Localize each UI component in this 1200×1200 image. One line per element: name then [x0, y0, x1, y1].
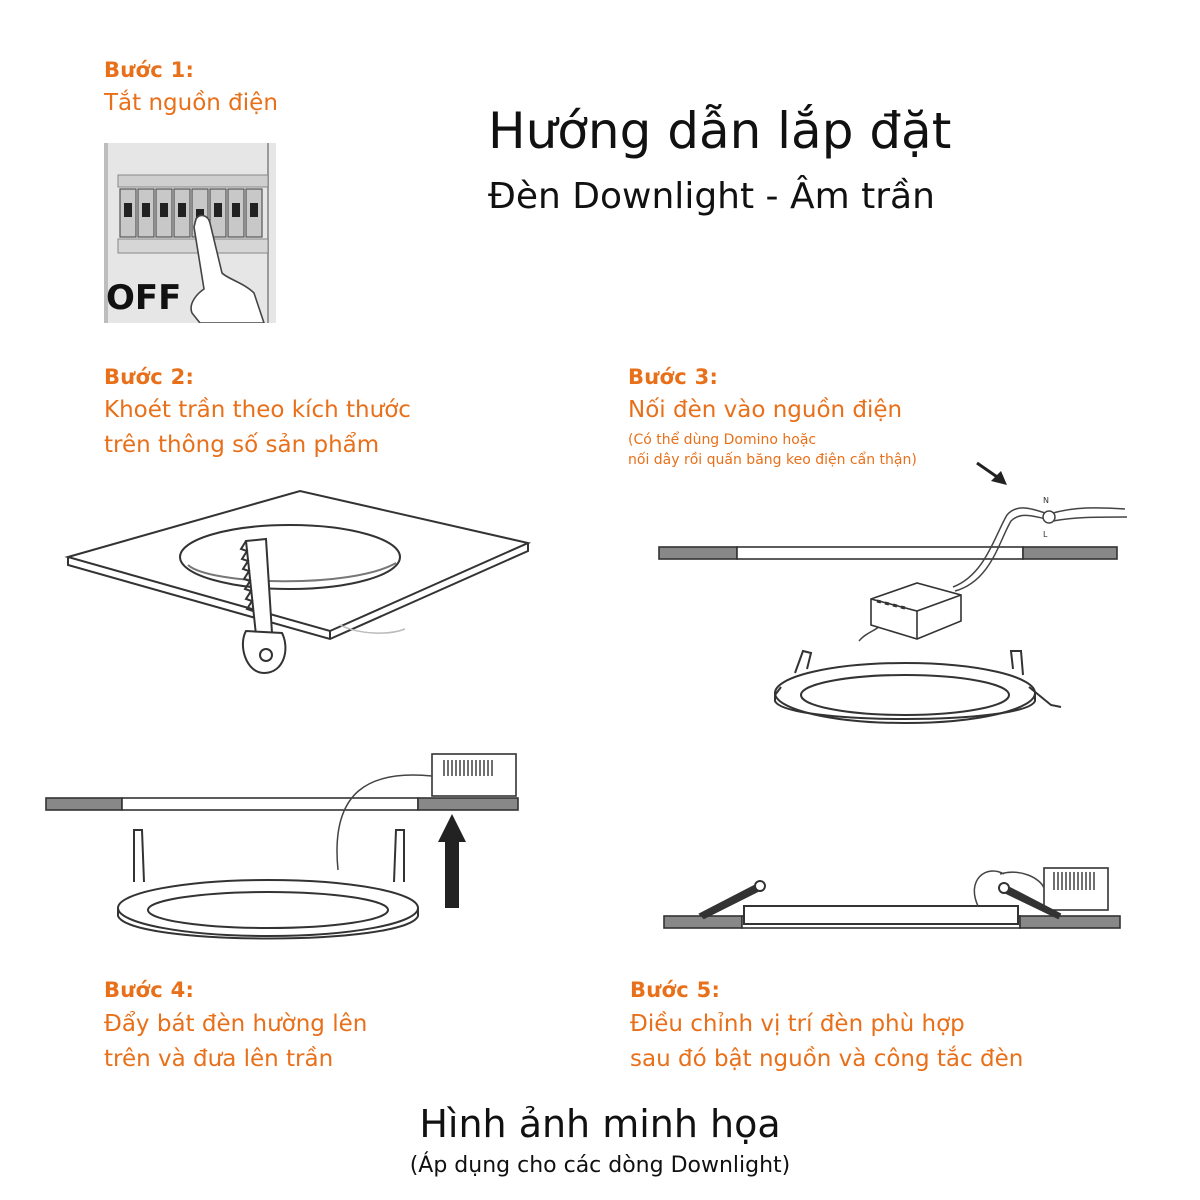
step-3-note-line-2: nối dây rồi quấn băng keo điện cẩn thận)	[628, 452, 917, 468]
adjust-illustration	[660, 860, 1130, 940]
footer-title: Hình ảnh minh họa	[419, 1102, 781, 1146]
breaker-illustration	[104, 143, 276, 323]
step-5-line-2: sau đó bật nguồn và công tắc đèn	[630, 1046, 1024, 1072]
driver-box-icon	[432, 754, 516, 796]
wire-l-label: L	[1043, 530, 1048, 539]
downlight-step4	[118, 830, 418, 939]
step-3-line-1: Nối đèn vào nguồn điện	[628, 397, 903, 423]
wire-n-label: N	[1043, 496, 1049, 505]
driver-box-icon	[1044, 868, 1108, 910]
step-5-text	[630, 1007, 1023, 1077]
saw-icon	[241, 539, 285, 673]
step-2-line-2: trên thông số sản phẩm	[104, 432, 380, 458]
step-4-line-2: trên và đưa lên trần	[104, 1046, 334, 1072]
step-4-label: Bước 4:	[104, 978, 195, 1002]
step-2-line-1: Khoét trần theo kích thước	[104, 397, 411, 423]
step-3-label: Bước 3:	[628, 365, 719, 389]
breaker-off-text: OFF	[106, 278, 182, 318]
driver-box-icon	[871, 583, 961, 639]
arrow-icon	[977, 463, 1007, 485]
step-5-label: Bước 5:	[630, 978, 721, 1002]
step-2-label: Bước 2:	[104, 365, 195, 389]
step-3-note-line-1: (Có thể dùng Domino hoặc	[628, 432, 817, 448]
downlight-step5	[700, 881, 1060, 924]
cut-ceiling-illustration	[60, 485, 535, 690]
page-title: Hướng dẫn lắp đặt	[488, 102, 952, 160]
step-4-text	[104, 1007, 367, 1077]
step-1-label: Bước 1:	[104, 58, 195, 82]
wiring-illustration	[655, 455, 1140, 725]
step-2-text	[104, 393, 411, 463]
footer-subtitle: (Áp dụng cho các dòng Downlight)	[409, 1153, 791, 1178]
up-arrow-icon	[438, 814, 466, 908]
page-subtitle: Đèn Downlight - Âm trần	[488, 176, 935, 217]
step-3-text	[628, 393, 902, 428]
push-up-illustration	[40, 750, 530, 960]
step-5-line-1: Điều chỉnh vị trí đèn phù hợp	[630, 1011, 965, 1037]
downlight-step3	[775, 651, 1061, 723]
step-4-line-1: Đẩy bát đèn hường lên	[104, 1011, 368, 1037]
step-1-text	[104, 86, 278, 121]
step-1-line-1: Tắt nguồn điện	[104, 90, 278, 116]
